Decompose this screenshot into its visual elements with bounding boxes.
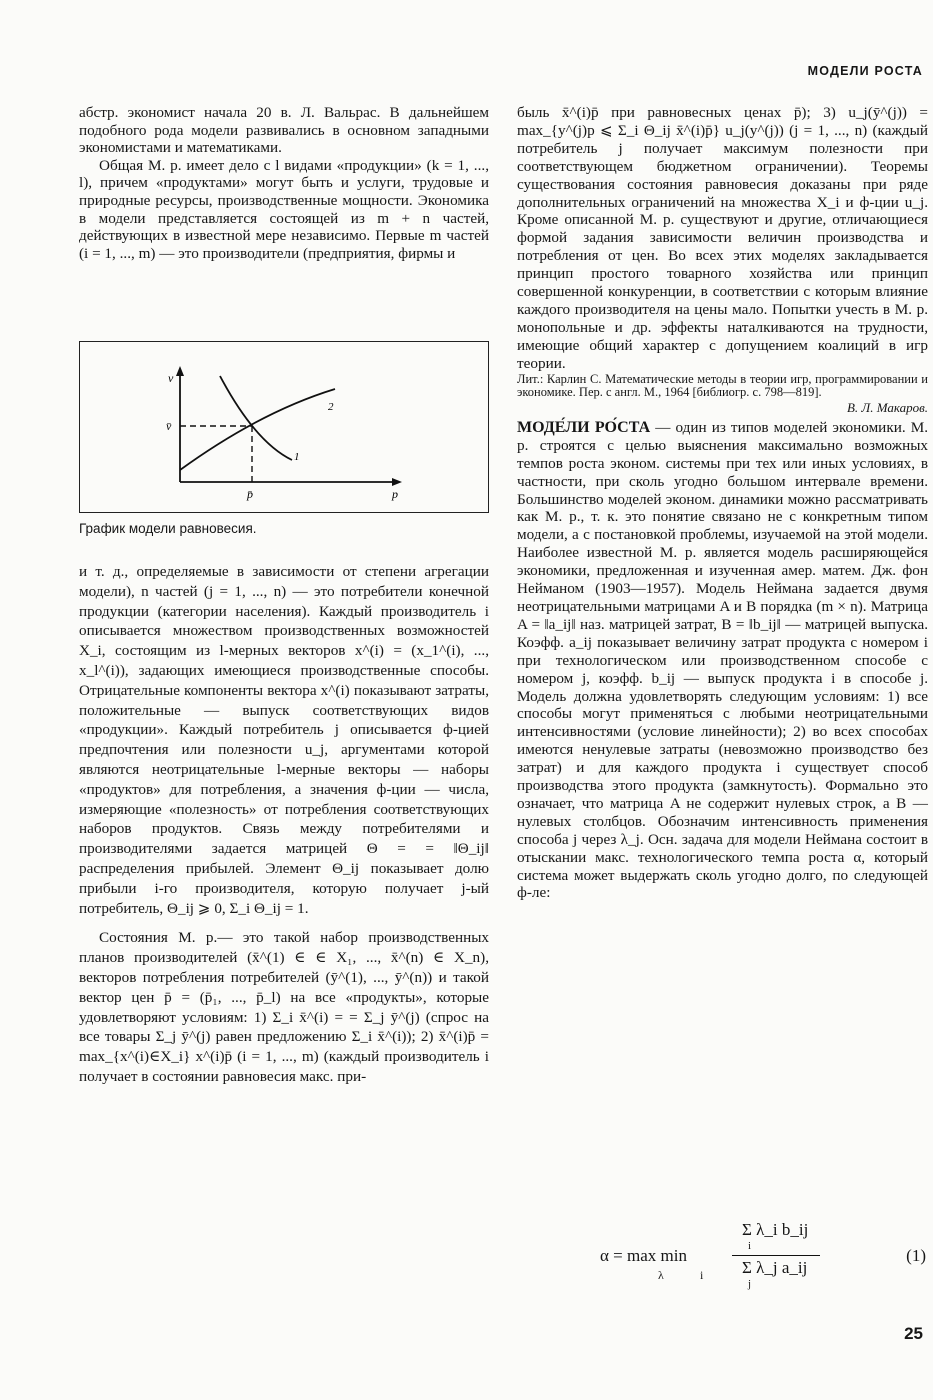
- paragraph-agents: и т. д., определяемые в зависимости от степени агрегации модели), n частей (j = 1, ..., n) — это потребители конечной продукции (категории населения). Каждый производитель i описывается множеством производственных возможностей X_i, состоящим из l-мерных векторов x^(i) = (x_1^(i), ..., x_l^(i)), задающих имеющиеся производственные способы. Отрицательные компоненты вектора x^(i) показывают затраты, положительные — выпуск соответствующих видов «продукции». Каждый потребитель j описывается ф-цией предпочтения или полезности u_j, аргументами которой являются неотрицательные l-мерные векторы — наборы «продуктов» для потребления, а значения ф-ции — числа, измеряющие «полезность» от потребления соответствующих наборов продуктов. Связь между потребителями и производителями задается матрицей Θ = = ‖Θ_ij‖ распределения прибылей. Элемент Θ_ij показывает долю прибыли i-го производителя, которую получает j-ый потребитель, Θ_ij ⩾ 0, Σ_i Θ_ij = 1.: [79, 563, 489, 917]
- curve-1: [220, 376, 292, 460]
- axis-y-label: v: [168, 371, 174, 385]
- paragraph-intro: абстр. экономист начала 20 в. Л. Вальрас. В дальнейшем подобного рода модели развивались в основном западными экономистами и математиками.: [79, 104, 489, 157]
- entry-growth-models: [517, 419, 928, 902]
- y-axis-arrow-icon: [176, 366, 184, 376]
- equilibrium-graph: [79, 341, 489, 513]
- literature-ref: Лит.: Карлин С. Математические методы в теории игр, программировании и экономике. Пер. с англ. М., 1964 [библиогр. с. 798—819].: [517, 371, 928, 399]
- formula-sub-i: i: [700, 1268, 704, 1282]
- page-number: 25: [904, 1324, 923, 1343]
- paragraph-conditions: быль x̄^(i)p̄ при равновесных ценах p̄); 3) u_j(ȳ^(j)) = max_{y^(j)p ⩽ Σ_i Θ_ij x̄^(i)p̄} u_j(y^(j)) (j = 1, ..., n) (каждый потребитель j получает максимум полезности при соответствующем бюджетном ограничении). Теоремы существования состояния равновесия доказаны при ряде дополнительных ограничений на множества X_i и ф-ции u_j. Кроме описанной М. р. существуют и другие, отличающиеся формой задания зависимости величин производства и потребления от цен. Во всех этих моделях закладывается принцип простого товарного хозяйства или принцип совершенной конкуренции, в соответствии с которым влияние каждого производителя на цены мало. Попытки учесть в М. р. монопольные и др. эффекты наталкиваются на трудности, имеющие общий характер с допущением коалиций в игр теории.: [517, 104, 928, 372]
- formula-den-sub: j: [748, 1278, 752, 1290]
- entry-title: МОДЕ́ЛИ РО́СТА: [517, 418, 651, 436]
- curve-1-label: 1: [294, 451, 300, 463]
- formula-denominator: Σ λ_j a_ij: [742, 1258, 808, 1277]
- paragraph-states: Состояния М. р.— это такой набор производственных планов производителей (x̄^(1) ∈ ∈ X₁, ..., x̄^(n) ∈ X_n), векторов потребления потребителей (ȳ^(1), ..., ȳ^(n)) и такой вектор цен p̄ = (p̄₁, ..., p̄_l) на все «продукты», которые удовлетворяют условиям: 1) Σ_i x̄^(i) = = Σ_j ȳ^(j) (спрос на все товары Σ_j ȳ^(j) равен предложению Σ_i x̄^(i)); 2) x̄^(i)p̄ = max_{x^(i)∈X_i} x^(i)p̄ (i = 1, ..., m) (каждый производитель i получает в состоянии равновесия макс. при-: [79, 929, 489, 1085]
- x-axis-arrow-icon: [392, 478, 402, 486]
- entry-body: — один из типов моделей экономики. М. р. строятся с целью выяснения максимально возможных темпов роста эконом. системы при тех или иных условиях, в частности, при сколь угодно большом интервале времени. Большинство моделей эконом. динамики можно рассматривать как М. р., т. к. это понятие связано не с конкретным типом модели, а с постановкой проблемы, изучаемой на этой модели. Наиболее известной М. р. является модель расширяющейся экономики, предложенная и изученная амер. матем. Дж. фон Нейманом (1903—1957). Модель Неймана задается двумя неотрицательными матрицами A и B порядка (m × n). Матрица A = ‖a_ij‖ наз. матрицей затрат, B = ‖b_ij‖ — матрицей выпуска. Коэфф. a_ij показывает величину затрат продукта с номером i при технологическом или производственном способе с номером j, коэфф. b_ij — выпуск продукта i в способе j. Модель должна удовлетворять следующим условиям: 1) все способы могут применяться с любыми неотрицательными интенсивностями (условие линейности); 2) во всех способах имеются ненулевые затраты (невозможно производство без затрат) и для каждого продукта i существует способ производства этого продукта (замкнутость). Формально это означает, что матрица A не содержит нулевых строк, а B — нулевых столбцов. Обозначим интенсивность применения способа j через λ_j. Осн. задача для модели Неймана состоит в отыскании макс. технологического темпа роста α, который система может выдержать сколь угодно долго, по следующей ф-ле:: [517, 418, 928, 902]
- paragraph-general-model: Общая М. р. имеет дело с l видами «продукции» (k = 1, ..., l), причем «продуктами» могут быть и услуги, трудовые и природные ресурсы, производственные мощности. Экономика в модели представляется состоящей из m + n частей, действующих в известной мере независимо. Первые m частей (i = 1, ..., m) — это производители (предприятия, фирмы и: [79, 156, 489, 262]
- figure-caption: График модели равновесия.: [79, 521, 257, 536]
- formula-num-sub: i: [748, 1240, 752, 1252]
- formula-lhs: α = max min: [600, 1246, 687, 1265]
- author-signature: В. Л. Макаров.: [846, 400, 928, 415]
- formula-numerator: Σ λ_i b_ij: [742, 1220, 809, 1239]
- curve-2: [180, 389, 335, 470]
- p-bar-label: p̄: [247, 487, 253, 501]
- left-column-bottom: [79, 562, 489, 1087]
- formula-1: [600, 1218, 930, 1292]
- fraction-bar: [732, 1255, 820, 1256]
- left-column-top: [79, 104, 489, 262]
- curve-2-label: 2: [328, 401, 334, 413]
- axis-x-label: p: [392, 487, 398, 501]
- right-column: [517, 104, 928, 902]
- running-title: МОДЕЛИ РОСТА: [807, 64, 923, 78]
- formula-number: (1): [906, 1246, 926, 1265]
- formula-sub-lambda: λ: [658, 1268, 664, 1282]
- v-bar-label: v̄: [166, 419, 172, 433]
- graph-svg: [80, 342, 488, 512]
